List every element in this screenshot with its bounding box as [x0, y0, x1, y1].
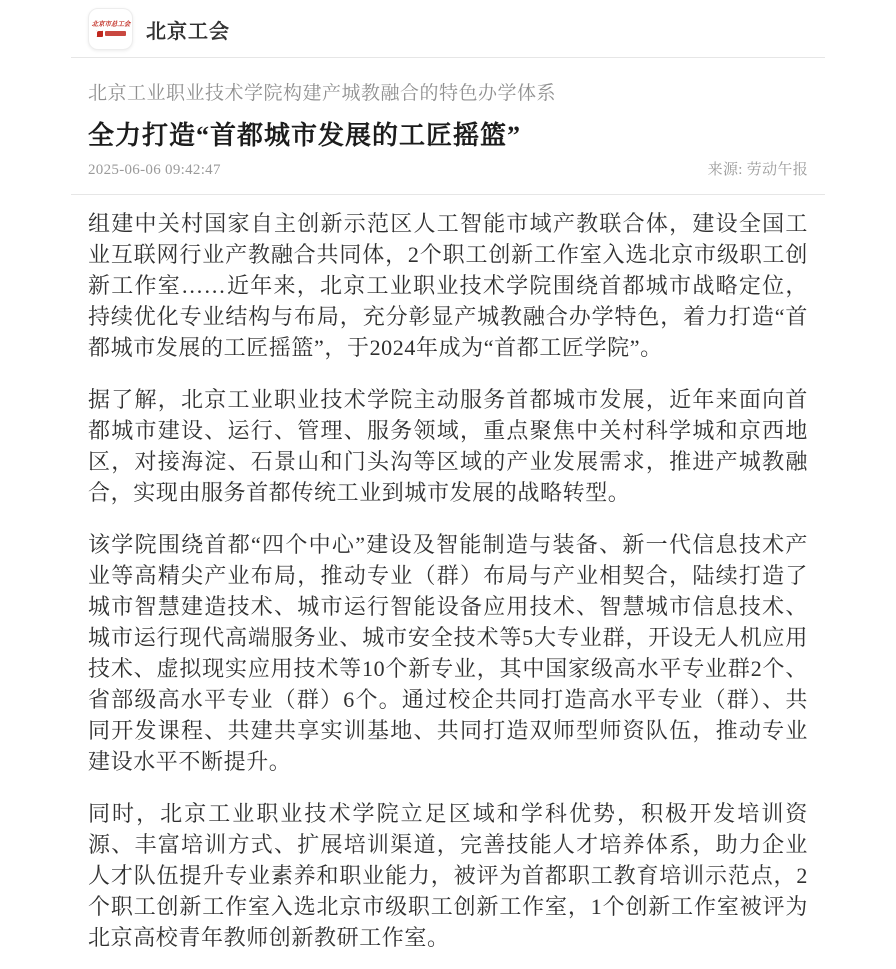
beijing-union-logo[interactable]: [88, 8, 133, 50]
article-paragraph: 该学院围绕首都“四个中心”建设及智能制造与装备、新一代信息技术产业等高精尖产业布局，推动专业（群）布局与产业相契合，陆续打造了城市智慧建造技术、城市运行智能设备应用技术、智慧城市信息技术、城市运行现代高端服务业、城市安全技术等5大专业群，开设无人机应用技术、虚拟现实应用技术等10个新专业，其中国家级高水平专业群2个、省部级高水平专业（群）6个。通过校企共同打造高水平专业（群）、共同开发课程、共建共享实训基地、共同打造双师型师资队伍，推动专业建设水平不断提升。: [88, 532, 808, 774]
publish-time: 2025-06-06 09:42:47: [88, 162, 221, 178]
logo-calligraphy-text: 北京市总工会: [91, 20, 130, 28]
article-kicker: 北京工业职业技术学院构建产城教融合的特色办学体系: [88, 83, 557, 104]
site-header: [71, 0, 825, 58]
article-paragraph: 同时，北京工业职业技术学院立足区域和学科优势，积极开发培训资源、丰富培训方式、扩展培训渠道，完善技能人才培养体系，助力企业人才队伍提升专业素养和职业能力，被评为首都职工教育培训示范点，2个职工创新工作室入选北京市级职工创新工作室，1个创新工作室被评为北京高校青年教师创新教研工作室。: [88, 801, 808, 950]
article-meta: [71, 158, 825, 195]
article-paragraph: 据了解，北京工业职业技术学院主动服务首都城市发展，近年来面向首都城市建设、运行、管理、服务领域，重点聚焦中关村科学城和京西地区，对接海淀、石景山和门头沟等区域的产业发展需求，推进产城教融合，实现由服务首都传统工业到城市发展的战略转型。: [88, 387, 808, 505]
article-paragraph: 组建中关村国家自主创新示范区人工智能市域产教联合体，建设全国工业互联网行业产教融合共同体，2个职工创新工作室入选北京市级职工创新工作室……近年来，北京工业职业技术学院围绕首都城市战略定位，持续优化专业结构与布局，充分彰显产城教融合办学特色，着力打造“首都城市发展的工匠摇篮”，于2024年成为“首都工匠学院”。: [88, 211, 808, 360]
article: [71, 80, 825, 969]
logo-badge-icon: [96, 30, 103, 37]
logo-badge-bar: [105, 31, 126, 36]
article-source: 来源: 劳动午报: [707, 162, 808, 178]
page: [71, 0, 825, 969]
logo-badge: [96, 30, 126, 37]
site-title: 北京工会: [146, 20, 230, 43]
article-title: 全力打造“首都城市发展的工匠摇篮”: [88, 121, 522, 150]
article-body: [71, 195, 825, 969]
